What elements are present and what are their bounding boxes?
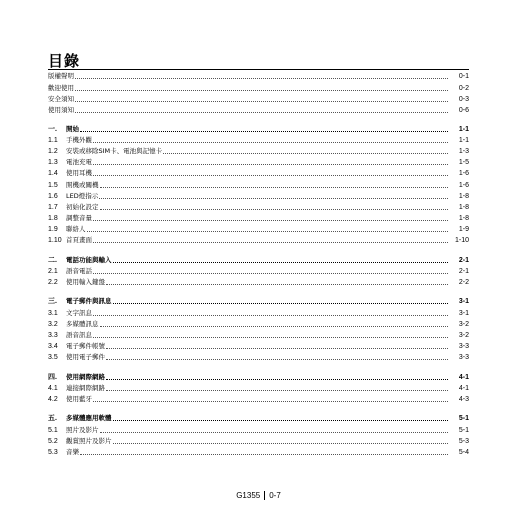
- toc-entry-label: 開機或關機: [66, 181, 99, 189]
- toc-entry-label: 電話功能與輸入: [66, 256, 112, 264]
- toc-entry[interactable]: [48, 235, 469, 245]
- toc-entry[interactable]: [48, 157, 469, 167]
- toc-entry-page: 1-6: [458, 170, 469, 177]
- toc-entry[interactable]: [48, 319, 469, 329]
- toc-entry-number: 5.1: [48, 427, 58, 434]
- toc-entry[interactable]: [48, 436, 469, 446]
- toc-entry-label: 電子郵件帳號: [66, 342, 105, 350]
- toc-entry[interactable]: [48, 168, 469, 178]
- toc-dot-leader: [93, 315, 448, 316]
- toc-dot-leader: [113, 262, 449, 263]
- toc-entry-page: 1-10: [454, 237, 469, 244]
- toc-entry[interactable]: [48, 330, 469, 340]
- toc-entry-label: 語音電話: [66, 267, 92, 275]
- toc-entry-label: 手機外觀: [66, 136, 92, 144]
- toc-entry-number: 1.3: [48, 159, 58, 166]
- toc-dot-leader: [113, 303, 449, 304]
- toc-entry-label: 電子郵件與訊息: [66, 297, 112, 305]
- toc-entry[interactable]: [48, 341, 469, 351]
- toc-entry-number: 1.10: [48, 237, 62, 244]
- toc-entry[interactable]: [48, 308, 469, 318]
- toc-dot-leader: [75, 101, 448, 102]
- toc-entry-page: 3-1: [458, 298, 469, 305]
- toc-entry-number: 1.7: [48, 204, 58, 211]
- toc-entry-page: 1-5: [458, 159, 469, 166]
- toc-entry-page: 5-4: [458, 449, 469, 456]
- toc-entry[interactable]: [48, 213, 469, 223]
- toc-dot-leader: [113, 420, 449, 421]
- toc-entry-label: 聯絡人: [66, 225, 86, 233]
- toc-entry[interactable]: [48, 277, 469, 287]
- toc-entry-number: 三.: [48, 298, 57, 305]
- toc-entry[interactable]: [48, 202, 469, 212]
- toc-entry-page: 3-2: [458, 321, 469, 328]
- toc-entry[interactable]: [48, 425, 469, 435]
- page-footer: [0, 491, 517, 500]
- toc-entry-label: 音樂: [66, 448, 79, 456]
- toc-entry-number: 5.2: [48, 438, 58, 445]
- toc-dot-leader: [100, 432, 449, 433]
- toc-chapter-entry[interactable]: [48, 413, 469, 423]
- toc-entry-page: 5-3: [458, 438, 469, 445]
- title-rule: [48, 69, 469, 70]
- toc-entry-label: 安裝或移除SIM卡、電池與記憶卡: [66, 147, 163, 155]
- toc-entry-label: 開始: [66, 125, 79, 133]
- toc-entry[interactable]: [48, 447, 469, 457]
- toc-entry[interactable]: [48, 105, 469, 115]
- toc-dot-leader: [106, 284, 448, 285]
- toc-entry[interactable]: [48, 180, 469, 190]
- toc-dot-leader: [93, 220, 448, 221]
- toc-entry[interactable]: [48, 71, 469, 81]
- toc-entry-page: 2-2: [458, 279, 469, 286]
- toc-entry-page: 0-3: [458, 96, 469, 103]
- toc-dot-leader: [99, 198, 448, 199]
- toc-entry-page: 5-1: [458, 427, 469, 434]
- toc-entry[interactable]: [48, 191, 469, 201]
- toc-dot-leader: [80, 454, 448, 455]
- toc-entry-number: 1.1: [48, 137, 58, 144]
- toc-entry-label: 安全須知: [48, 95, 74, 103]
- toc-entry-page: 3-1: [458, 310, 469, 317]
- toc-dot-leader: [100, 187, 449, 188]
- toc-entry-page: 3-3: [458, 354, 469, 361]
- toc-dot-leader: [75, 78, 448, 79]
- toc-entry-label: 照片及影片: [66, 426, 99, 434]
- toc-entry-number: 5.3: [48, 449, 58, 456]
- toc-entry-label: 版權聲明: [48, 72, 74, 80]
- toc-entry-number: 1.9: [48, 226, 58, 233]
- toc-entry-number: 3.2: [48, 321, 58, 328]
- toc-dot-leader: [106, 379, 448, 380]
- toc-entry-number: 4.1: [48, 385, 58, 392]
- toc-chapter-entry[interactable]: [48, 296, 469, 306]
- page-title: 目錄: [48, 52, 81, 70]
- toc-entry-number: 3.1: [48, 310, 58, 317]
- toc-entry-number: 3.3: [48, 332, 58, 339]
- toc-entry-label: 調整音量: [66, 214, 92, 222]
- toc-entry-label: 使用輸入鍵盤: [66, 278, 105, 286]
- toc-entry-page: 0-2: [458, 85, 469, 92]
- footer-separator: [264, 491, 265, 500]
- toc-entry[interactable]: [48, 83, 469, 93]
- toc-dot-leader: [93, 401, 448, 402]
- toc-entry-label: 使用藍牙: [66, 395, 92, 403]
- toc-chapter-entry[interactable]: [48, 372, 469, 382]
- toc-entry-page: 1-8: [458, 193, 469, 200]
- toc-entry-label: 歡迎使用: [48, 84, 74, 92]
- toc-dot-leader: [75, 112, 448, 113]
- toc-entry[interactable]: [48, 266, 469, 276]
- toc-entry-number: 3.4: [48, 343, 58, 350]
- toc-dot-leader: [113, 443, 449, 444]
- footer-model: G1355: [236, 491, 261, 500]
- toc-entry-page: 0-6: [458, 107, 469, 114]
- toc-entry-page: 3-3: [458, 343, 469, 350]
- toc-entry-page: 1-1: [458, 126, 469, 133]
- toc-entry-number: 四.: [48, 374, 57, 381]
- toc-entry-label: 初始化設定: [66, 203, 99, 211]
- toc-entry-page: 2-1: [458, 257, 469, 264]
- toc-entry-label: 使用網際網路: [66, 373, 105, 381]
- toc-entry-label: 使用須知: [48, 106, 74, 114]
- toc-entry-number: 4.2: [48, 396, 58, 403]
- toc-entry-page: 2-1: [458, 268, 469, 275]
- toc-dot-leader: [106, 348, 448, 349]
- toc-entry-page: 4-1: [458, 385, 469, 392]
- toc-entry-page: 0-1: [458, 73, 469, 80]
- toc-entry-label: 多媒體應用軟體: [66, 414, 112, 422]
- toc-entry-number: 1.6: [48, 193, 58, 200]
- toc-chapter-entry[interactable]: [48, 124, 469, 134]
- toc-entry-page: 1-6: [458, 182, 469, 189]
- toc-entry-page: 5-1: [458, 415, 469, 422]
- toc-entry[interactable]: [48, 352, 469, 362]
- toc-entry[interactable]: [48, 135, 469, 145]
- toc-dot-leader: [75, 90, 448, 91]
- toc-entry-number: 1.4: [48, 170, 58, 177]
- toc-dot-leader: [93, 142, 448, 143]
- toc-entry[interactable]: [48, 394, 469, 404]
- toc-dot-leader: [87, 231, 449, 232]
- toc-dot-leader: [106, 390, 448, 391]
- toc-dot-leader: [93, 273, 448, 274]
- toc-entry-number: 1.2: [48, 148, 58, 155]
- toc-entry-number: 1.5: [48, 182, 58, 189]
- toc-entry-number: 2.1: [48, 268, 58, 275]
- toc-entry-number: 1.8: [48, 215, 58, 222]
- toc-dot-leader: [93, 242, 448, 243]
- toc-entry-label: 電池充電: [66, 158, 92, 166]
- toc-entry-label: 語音訊息: [66, 331, 92, 339]
- toc-entry-label: 多媒體訊息: [66, 320, 99, 328]
- toc-entry-page: 3-2: [458, 332, 469, 339]
- toc-dot-leader: [93, 164, 448, 165]
- toc-dot-leader: [106, 359, 448, 360]
- toc-entry-page: 1-8: [458, 215, 469, 222]
- toc-entry[interactable]: [48, 224, 469, 234]
- toc-dot-leader: [163, 153, 448, 154]
- toc-entry-page: 1-3: [458, 148, 469, 155]
- footer-page-number: 0-7: [269, 491, 281, 500]
- toc-entry-page: 4-1: [458, 374, 469, 381]
- toc-entry-number: 2.2: [48, 279, 58, 286]
- toc-chapter-entry[interactable]: [48, 255, 469, 265]
- toc-entry-page: 1-9: [458, 226, 469, 233]
- toc-dot-leader: [100, 209, 449, 210]
- toc-entry[interactable]: [48, 383, 469, 393]
- toc-entry-page: 4-3: [458, 396, 469, 403]
- toc-entry-label: LED燈指示: [66, 192, 99, 200]
- toc-entry-label: 連接網際網路: [66, 384, 105, 392]
- toc-dot-leader: [100, 326, 449, 327]
- toc-entry[interactable]: [48, 94, 469, 104]
- toc-entry-label: 使用耳機: [66, 169, 92, 177]
- toc-entry-page: 1-8: [458, 204, 469, 211]
- toc-entry-label: 文字訊息: [66, 309, 92, 317]
- toc-entry-label: 觀賞照片及影片: [66, 437, 112, 445]
- toc-dot-leader: [93, 175, 448, 176]
- toc-entry-number: 一.: [48, 126, 57, 133]
- toc-entry[interactable]: [48, 146, 469, 156]
- toc-entry-label: 使用電子郵件: [66, 353, 105, 361]
- toc-dot-leader: [80, 131, 448, 132]
- toc-entry-number: 五.: [48, 415, 57, 422]
- toc-entry-label: 首頁畫面: [66, 236, 92, 244]
- toc-entry-page: 1-1: [458, 137, 469, 144]
- toc-dot-leader: [93, 337, 448, 338]
- toc-entry-number: 3.5: [48, 354, 58, 361]
- toc-entry-number: 二.: [48, 257, 57, 264]
